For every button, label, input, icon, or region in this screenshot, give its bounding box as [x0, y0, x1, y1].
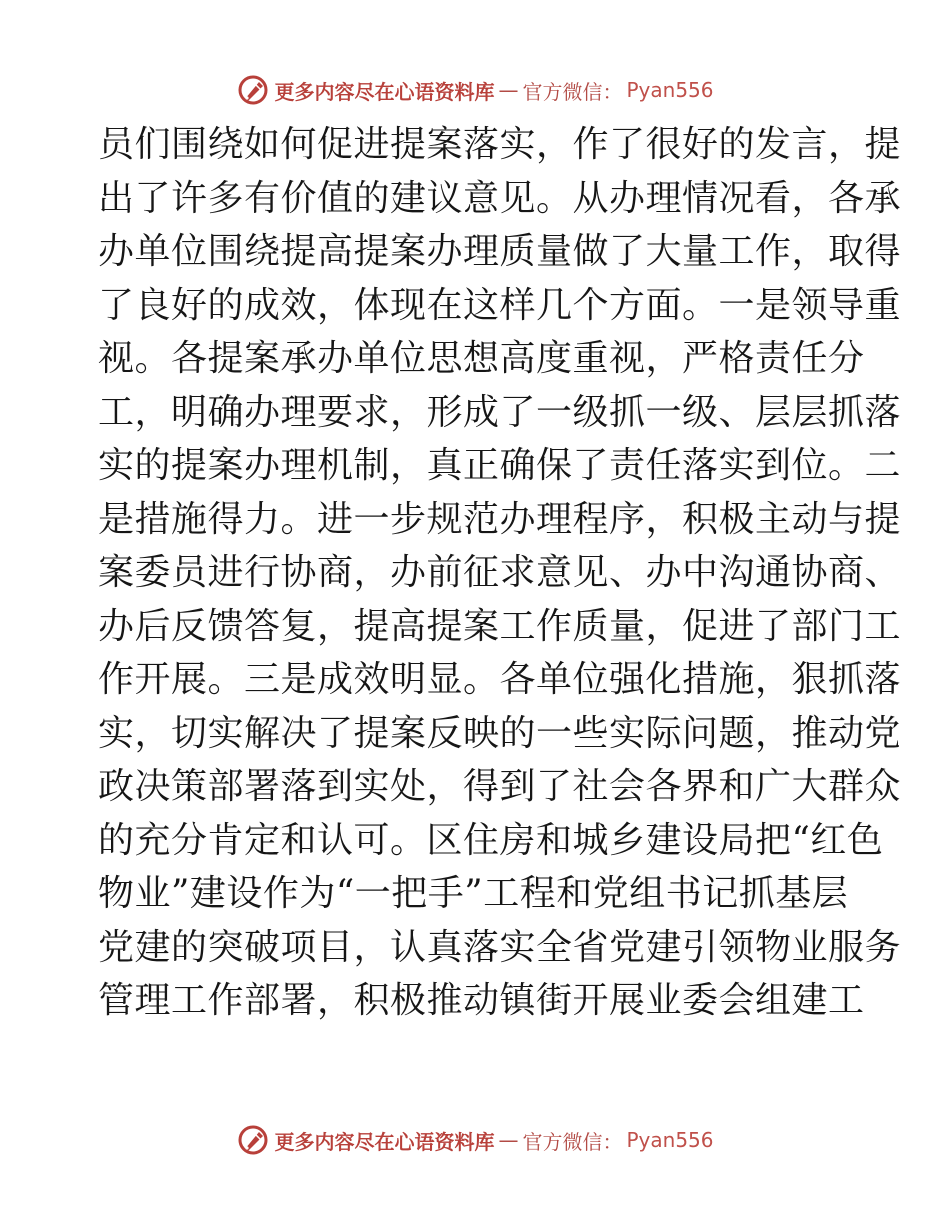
footer-wechat-id: Pyan556 [626, 1128, 714, 1152]
body-line: 物业”建设作为“一把手”工程和党组书记抓基层 [98, 873, 849, 914]
body-line: 了良好的成效，体现在这样几个方面。一是领导重 [98, 284, 902, 326]
body-line: 实的提案办理机制，真正确保了责任落实到位。二 [98, 445, 902, 486]
document-body [98, 118, 902, 1028]
pen-nib-logo-icon [236, 73, 270, 107]
header-brand-text: 更多内容尽在心语资料库 [274, 79, 495, 104]
pen-nib-logo-icon [236, 1123, 270, 1157]
body-line: 党建的突破项目，认真落实全省党建引领物业服务 [98, 926, 902, 968]
body-line: 案委员进行协商，办前征求意见、办中沟通协商、 [98, 552, 902, 593]
body-line: 是措施得力。进一步规范办理程序，积极主动与提 [98, 498, 902, 540]
body-line: 管理工作部署，积极推动镇街开展业委会组建工 [98, 980, 865, 1021]
body-line: 的充分肯定和认可。区住房和城乡建设局把“红色 [98, 819, 884, 861]
body-line: 作开展。三是成效明显。各单位强化措施，狠抓落 [98, 659, 902, 700]
body-line: 办单位围绕提高提案办理质量做了大量工作，取得 [98, 231, 902, 272]
body-line: 员们围绕如何促进提案落实，作了很好的发言，提 [98, 124, 902, 165]
header-wechat-label: 官方微信： [522, 79, 623, 104]
body-line: 办后反馈答复，提高提案工作质量，促进了部门工 [98, 605, 902, 647]
body-line: 工，明确办理要求，形成了一级抓一级、层层抓落 [98, 391, 902, 433]
footer-separator: — [498, 1128, 519, 1152]
header-banner [0, 70, 950, 110]
body-line: 实，切实解决了提案反映的一些实际问题，推动党 [98, 712, 902, 754]
body-line: 视。各提案承办单位思想高度重视，严格责任分 [98, 338, 865, 379]
header-separator: — [498, 78, 519, 102]
body-line: 出了许多有价值的建议意见。从办理情况看，各承 [98, 177, 902, 219]
footer-brand-text: 更多内容尽在心语资料库 [274, 1129, 495, 1154]
footer-wechat-label: 官方微信： [522, 1129, 623, 1154]
body-line: 政决策部署落到实处，得到了社会各界和广大群众 [98, 766, 902, 807]
header-wechat-id: Pyan556 [626, 78, 714, 102]
footer-banner [0, 1120, 950, 1160]
